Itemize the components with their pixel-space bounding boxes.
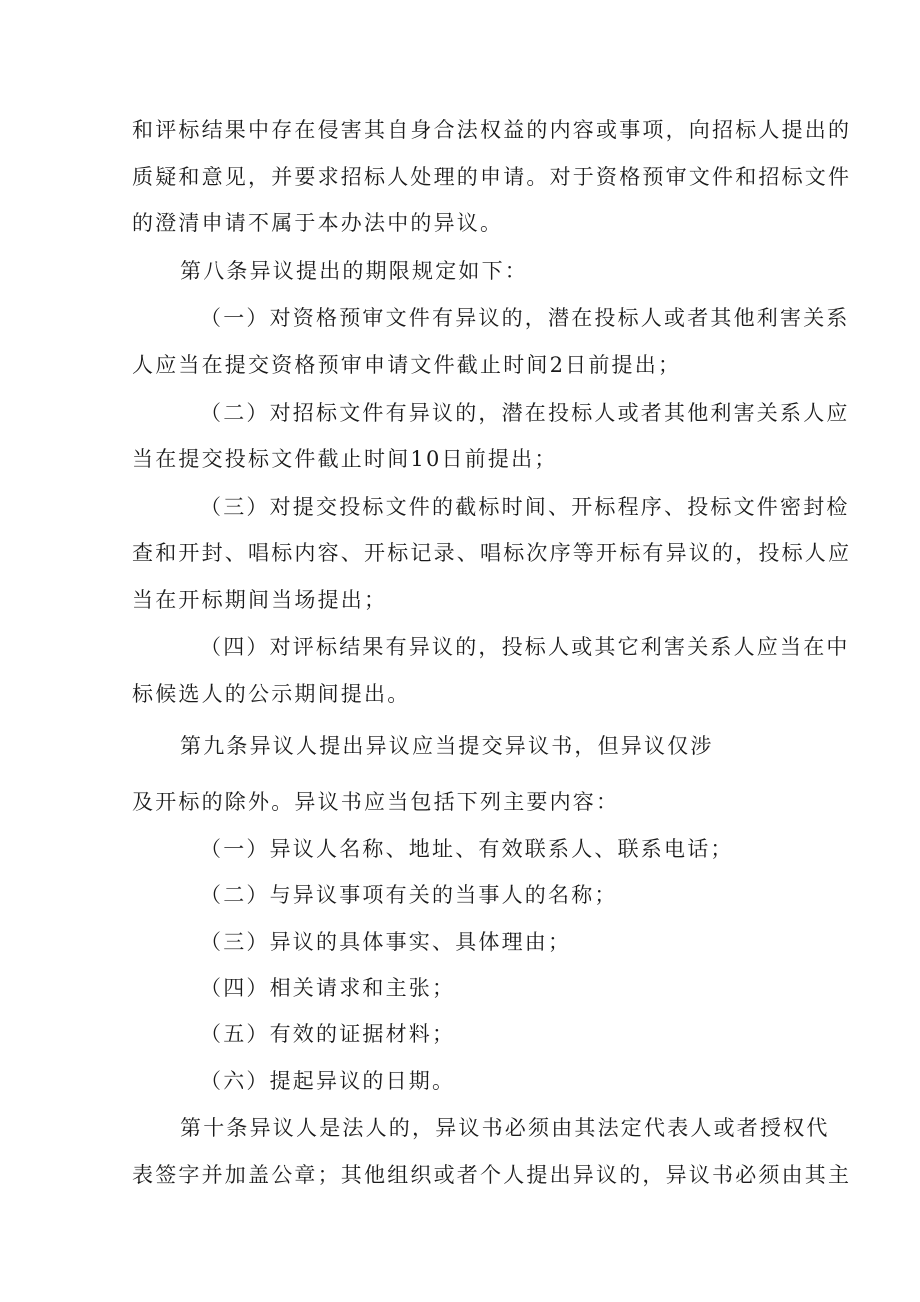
list-item: （二）对招标文件有异议的，潜在投标人或者其他利害关系人应 xyxy=(200,401,850,425)
list-item: （一）对资格预审文件有异议的，潜在投标人或者其他利害关系 xyxy=(200,306,850,330)
paragraph-line: 当在提交投标文件截止时间10日前提出； xyxy=(132,447,558,471)
list-item: （三）对提交投标文件的截标时间、开标程序、投标文件密封检 xyxy=(200,495,850,519)
paragraph-line: 表签字并加盖公章；其他组织或者个人提出异议的，异议书必须由其主 xyxy=(132,1163,852,1187)
paragraph-line: 及开标的除外。异议书应当包括下列主要内容： xyxy=(132,790,620,814)
paragraph-line: 当在开标期间当场提出； xyxy=(132,588,388,612)
article-heading: 第八条异议提出的期限规定如下： xyxy=(180,259,528,283)
article-heading: 第十条异议人是法人的，异议书必须由其法定代表人或者授权代 xyxy=(180,1116,830,1140)
paragraph-line: 质疑和意见，并要求招标人处理的申请。对于资格预审文件和招标文件 xyxy=(132,165,852,189)
paragraph-line: 的澄清申请不属于本办法中的异议。 xyxy=(132,211,504,235)
paragraph-line: 标候选人的公示期间提出。 xyxy=(132,682,411,706)
list-item: （四）相关请求和主张； xyxy=(200,976,456,1000)
list-item: （三）异议的具体事实、具体理由； xyxy=(200,930,572,954)
paragraph-line: 和评标结果中存在侵害其自身合法权益的内容或事项，向招标人提出的 xyxy=(132,118,852,142)
list-item: （一）异议人名称、地址、有效联系人、联系电话； xyxy=(200,837,734,861)
list-item: （六）提起异议的日期。 xyxy=(200,1069,456,1093)
article-heading: 第九条异议人提出异议应当提交异议书，但异议仅涉 xyxy=(180,734,714,758)
list-item: （二）与异议事项有关的当事人的名称； xyxy=(200,883,618,907)
list-item: （四）对评标结果有异议的，投标人或其它利害关系人应当在中 xyxy=(200,635,850,659)
paragraph-line: 查和开封、唱标内容、开标记录、唱标次序等开标有异议的，投标人应 xyxy=(132,541,852,565)
paragraph-line: 人应当在提交资格预审申请文件截止时间2日前提出； xyxy=(132,353,682,377)
list-item: （五）有效的证据材料； xyxy=(200,1022,456,1046)
